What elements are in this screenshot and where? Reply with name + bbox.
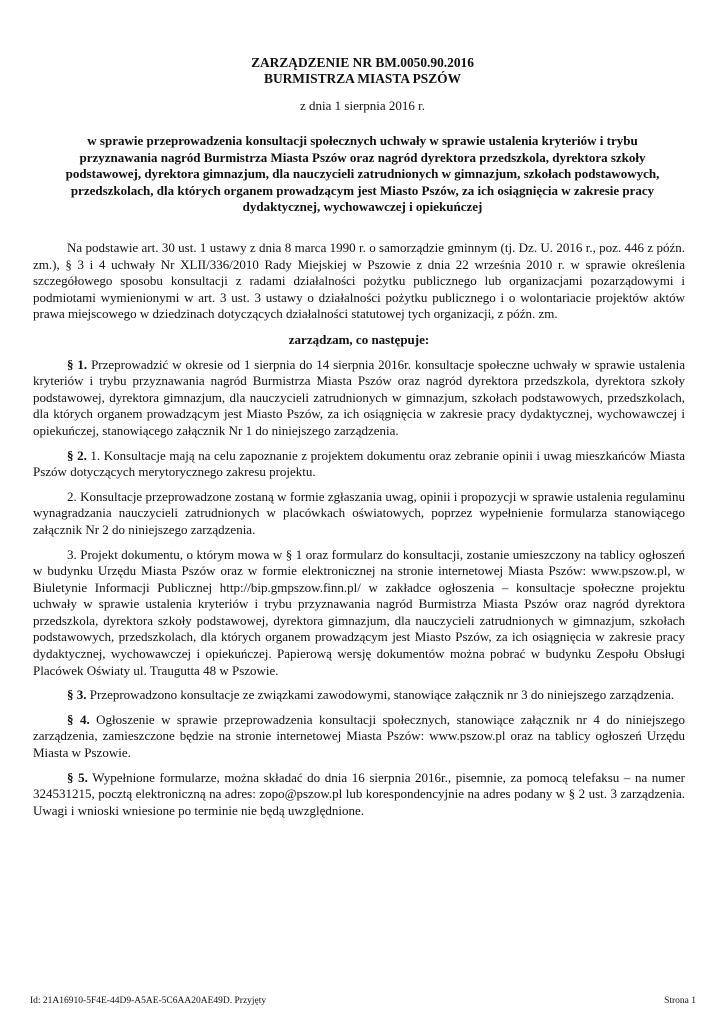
section-1-text: Przeprowadzić w okresie od 1 sierpnia do 14 sierpnia 2016r. konsultacje społeczne uchwały w sprawie ustalenia kryteriów i trybu przyznawania nagród Burmistrza Miasta Pszów oraz nagród dyrektora przedszkola, dyrektora szkoły podstawowej, dyrektora gimnazjum, dla nauczycieli zatrudnionych w gimnazjum, szkołach podstawowych, przedszkolach, dla których organem prowadzącym jest Miasto Pszów, za ich osiągnięcia w zakresie pracy dydaktycznej, wychowawczej i opiekuńczej, stanowiącego załącznik Nr 1 do niniejszego zarządzenia.: [33, 356, 685, 438]
section-5-text: Wypełnione formularze, można składać do dnia 16 sierpnia 2016r., pisemnie, za pomocą telefaksu – na numer 324531215, pocztą elektroniczną na adres: zopo@pszow.pl lub korespondencyjnie na adres podany w § 2 ust. 3 zarządzenia. Uwagi i wnioski wniesione po terminie nie będą uwzględnione.: [33, 769, 686, 818]
section-3: [33, 687, 685, 704]
section-1-number: § 1.: [67, 356, 88, 372]
section-3-number: § 3.: [67, 687, 87, 703]
document-body: [33, 240, 685, 819]
section-2-paragraph-2: 2. Konsultacje przeprowadzone zostaną w formie zgłaszania uwag, opinii i propozycji w sprawie ustalenia regulaminu wynagradzania nauczycieli zatrudnionych w placówkach oświatowych, poprzez wypełnienie formularza stanowiącego załącznik Nr 2 do niniejszego zarządzenia.: [33, 488, 685, 537]
page-footer: [30, 995, 696, 1007]
document-date: z dnia 1 sierpnia 2016 r.: [300, 98, 425, 113]
section-1: [33, 357, 685, 440]
decree-line: zarządzam, co następuje:: [288, 331, 430, 347]
document-title: ZARZĄDZENIE NR BM.0050.90.2016: [251, 55, 474, 70]
section-3-text: Przeprowadzono konsultacje ze związkami zawodowymi, stanowiące załącznik nr 3 do niniejszego zarządzenia.: [89, 687, 675, 703]
section-5-number: § 5.: [67, 769, 88, 785]
section-2-paragraph-3: 3. Projekt dokumentu, o którym mowa w § 1 oraz formularz do konsultacji, zostanie umieszczony na tablicy ogłoszeń w budynku Urzędu Miasta Pszów oraz w formie elektronicznej na stronie internetowej Miasta Pszów: www.pszow.pl, w Biuletynie Informacji Publicznej http://bip.gmpszow.finn.pl/ w zakładce ogłoszenia – konsultacje społeczne projektu uchwały w sprawie ustalenia kryteriów i trybu przyznawania nagród Burmistrza Miasta Pszów oraz nagród dyrektora przedszkola, dyrektora szkoły podstawowej, dyrektora gimnazjum, dla nauczycieli zatrudnionych w gimnazjum, szkołach podstawowych, przedszkolach, dla których organem prowadzącym jest Miasto Pszów, za ich osiągnięcia w zakresie pracy dydaktycznej, wychowawczej i opiekuńczej. Papierową wersję dokumentów można pobrać w budynku Zespołu Obsługi Placówek Oświaty ul. Traugutta 48 w Pszowie.: [33, 546, 685, 678]
preamble: Na podstawie art. 30 ust. 1 ustawy z dnia 8 marca 1990 r. o samorządzie gminnym (tj. Dz. U. 2016 r., poz. 446 z późn. zm.), § 3 i 4 uchwały Nr XLII/336/2010 Rady Miejskiej w Pszowie z dnia 22 września 2010 r. w sprawie określenia szczegółowego sposobu konsultacji z radami działalności pożytku publicznego lub organizacjami pozarządowymi i podmiotami wymienionymi w art. 3 ust. 3 ustawy o działalności pożytku publicznego i o wolontariacie projektów aktów prawa miejscowego w dziedzinach dotyczących działalności statutowej tych organizacji, z późn. zm.: [33, 240, 685, 322]
page-number: Strona 1: [664, 996, 696, 1006]
document-subject: w sprawie przeprowadzenia konsultacji społecznych uchwały w sprawie ustalenia kryteriów i trybu przyznawania nagród Burmistrza Miasta Pszów oraz nagród dyrektora przedszkola, dyrektora szkoły podstawowej, dyrektora gimnazjum, dla nauczycieli zatrudnionych w gimnazjum, szkołach podstawowych, przedszkolach, dla których organem prowadzącym jest Miasto Pszów, za ich osiągnięcia w zakresie pracy dydaktycznej, wychowawczej i opiekuńczej: [65, 133, 660, 214]
section-2: [33, 448, 685, 481]
section-4-number: § 4.: [67, 711, 90, 727]
document-id: Id: 21A16910-5F4E-44D9-A5AE-5C6AA20AE49D. Przyjęty: [30, 996, 267, 1006]
section-4-text: Ogłoszenie w sprawie przeprowadzenia konsultacji społecznych, stanowiące załącznik nr 4 do niniejszego zarządzenia, zamieszczone będzie na stronie internetowej Miasta Pszów: www.pszow.pl oraz na tablicy ogłoszeń Urzędu Miasta w Pszowie.: [33, 711, 686, 761]
section-4: [33, 712, 685, 762]
document-issuer: BURMISTRZA MIASTA PSZÓW: [264, 71, 461, 86]
section-2-text: 1. Konsultacje mają na celu zapoznanie z projektem dokumentu oraz zebranie opinii i uwag mieszkańców Miasta Pszów dotyczących merytorycznego zakresu projektu.: [33, 447, 686, 480]
section-2-number: § 2.: [67, 447, 87, 463]
section-5: [33, 770, 685, 820]
